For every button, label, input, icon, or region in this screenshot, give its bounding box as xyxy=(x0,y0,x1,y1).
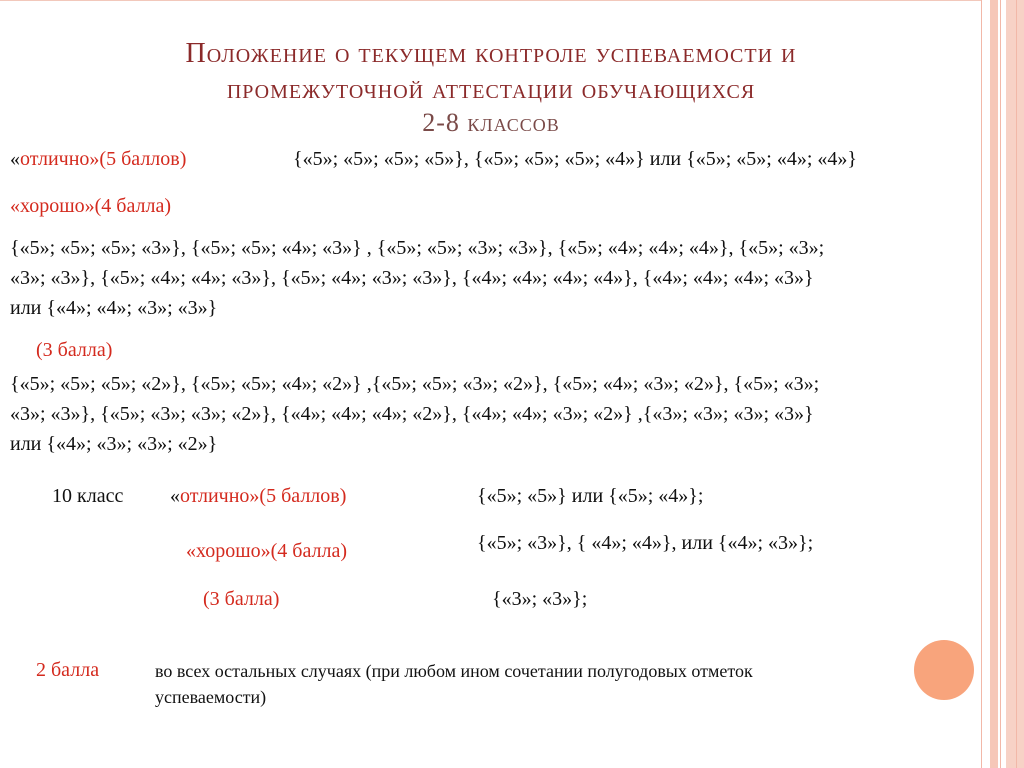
fail-description-line: во всех остальных случаях (при любом ином сочетании полугодовых отметок xyxy=(155,661,753,681)
decor-stripe xyxy=(1006,0,1024,768)
decor-stripe xyxy=(1000,0,1001,768)
decor-circle xyxy=(914,640,974,700)
satisfactory-combos-line: {«5»; «5»; «5»; «2»}, {«5»; «5»; «4»; «2»} ,{«5»; «5»; «3»; «2»}, {«5»; «4»; «3»; «2»}, {«5»; «3»; xyxy=(10,373,820,395)
grade10-satisfactory-label: (3 балла) xyxy=(203,588,280,610)
good-label: «хорошо»(4 балла) xyxy=(10,195,172,217)
grade10-excellent-combos: {«5»; «5»} или {«5»; «4»}; xyxy=(477,485,704,507)
satisfactory-label: (3 балла) xyxy=(36,339,113,361)
slide-title-line3: 2-8 классов xyxy=(422,108,560,137)
grade10-class-label: 10 класс xyxy=(52,485,124,507)
grade10-good-label: «хорошо»(4 балла) xyxy=(186,540,348,562)
fail-description-line: успеваемости) xyxy=(155,687,267,707)
slide-title-line1: Положение о текущем контроле успеваемости и xyxy=(185,38,797,69)
grade10-excellent-label xyxy=(170,485,346,508)
excellent-combos: {«5»; «5»; «5»; «5»}, {«5»; «5»; «5»; «4»} или {«5»; «5»; «4»; «4»} xyxy=(293,148,857,170)
decor-stripe xyxy=(1016,0,1017,768)
satisfactory-combos xyxy=(10,369,985,459)
good-combos-line: «3»; «3»}, {«5»; «4»; «4»; «3»}, {«5»; «4»; «3»; «3»}, {«4»; «4»; «4»; «4»}, {«4»; «4»; «4»; «3»} xyxy=(10,267,814,289)
good-combos xyxy=(10,233,985,323)
grade10-excellent-quote: « xyxy=(170,485,180,507)
satisfactory-combos-line: «3»; «3»}, {«5»; «3»; «3»; «2»}, {«4»; «4»; «4»; «2»}, {«4»; «4»; «3»; «2»} ,{«3»; «3»; «3»; «3»} xyxy=(10,403,814,425)
fail-label: 2 балла xyxy=(36,659,100,681)
fail-description xyxy=(155,658,975,710)
top-border-line xyxy=(0,0,982,1)
excellent-label-text: отлично»(5 баллов) xyxy=(20,148,187,170)
slide-title-line2: промежуточной аттестации обучающихся xyxy=(226,74,756,105)
satisfactory-combos-line: или {«4»; «3»; «3»; «2»} xyxy=(10,433,218,455)
grade10-excellent-text: отлично»(5 баллов) xyxy=(180,485,347,507)
excellent-quote: « xyxy=(10,148,20,170)
excellent-label xyxy=(10,148,186,171)
decor-stripe xyxy=(990,0,998,768)
grade10-satisfactory-combos: {«3»; «3»}; xyxy=(492,588,588,610)
grade10-good-combos: {«5»; «3»}, { «4»; «4»}, или {«4»; «3»}; xyxy=(477,532,814,554)
good-combos-line: {«5»; «5»; «5»; «3»}, {«5»; «5»; «4»; «3»} , {«5»; «5»; «3»; «3»}, {«5»; «4»; «4»; «4»}, {«5»; «3»; xyxy=(10,237,825,259)
good-combos-line: или {«4»; «4»; «3»; «3»} xyxy=(10,297,218,319)
